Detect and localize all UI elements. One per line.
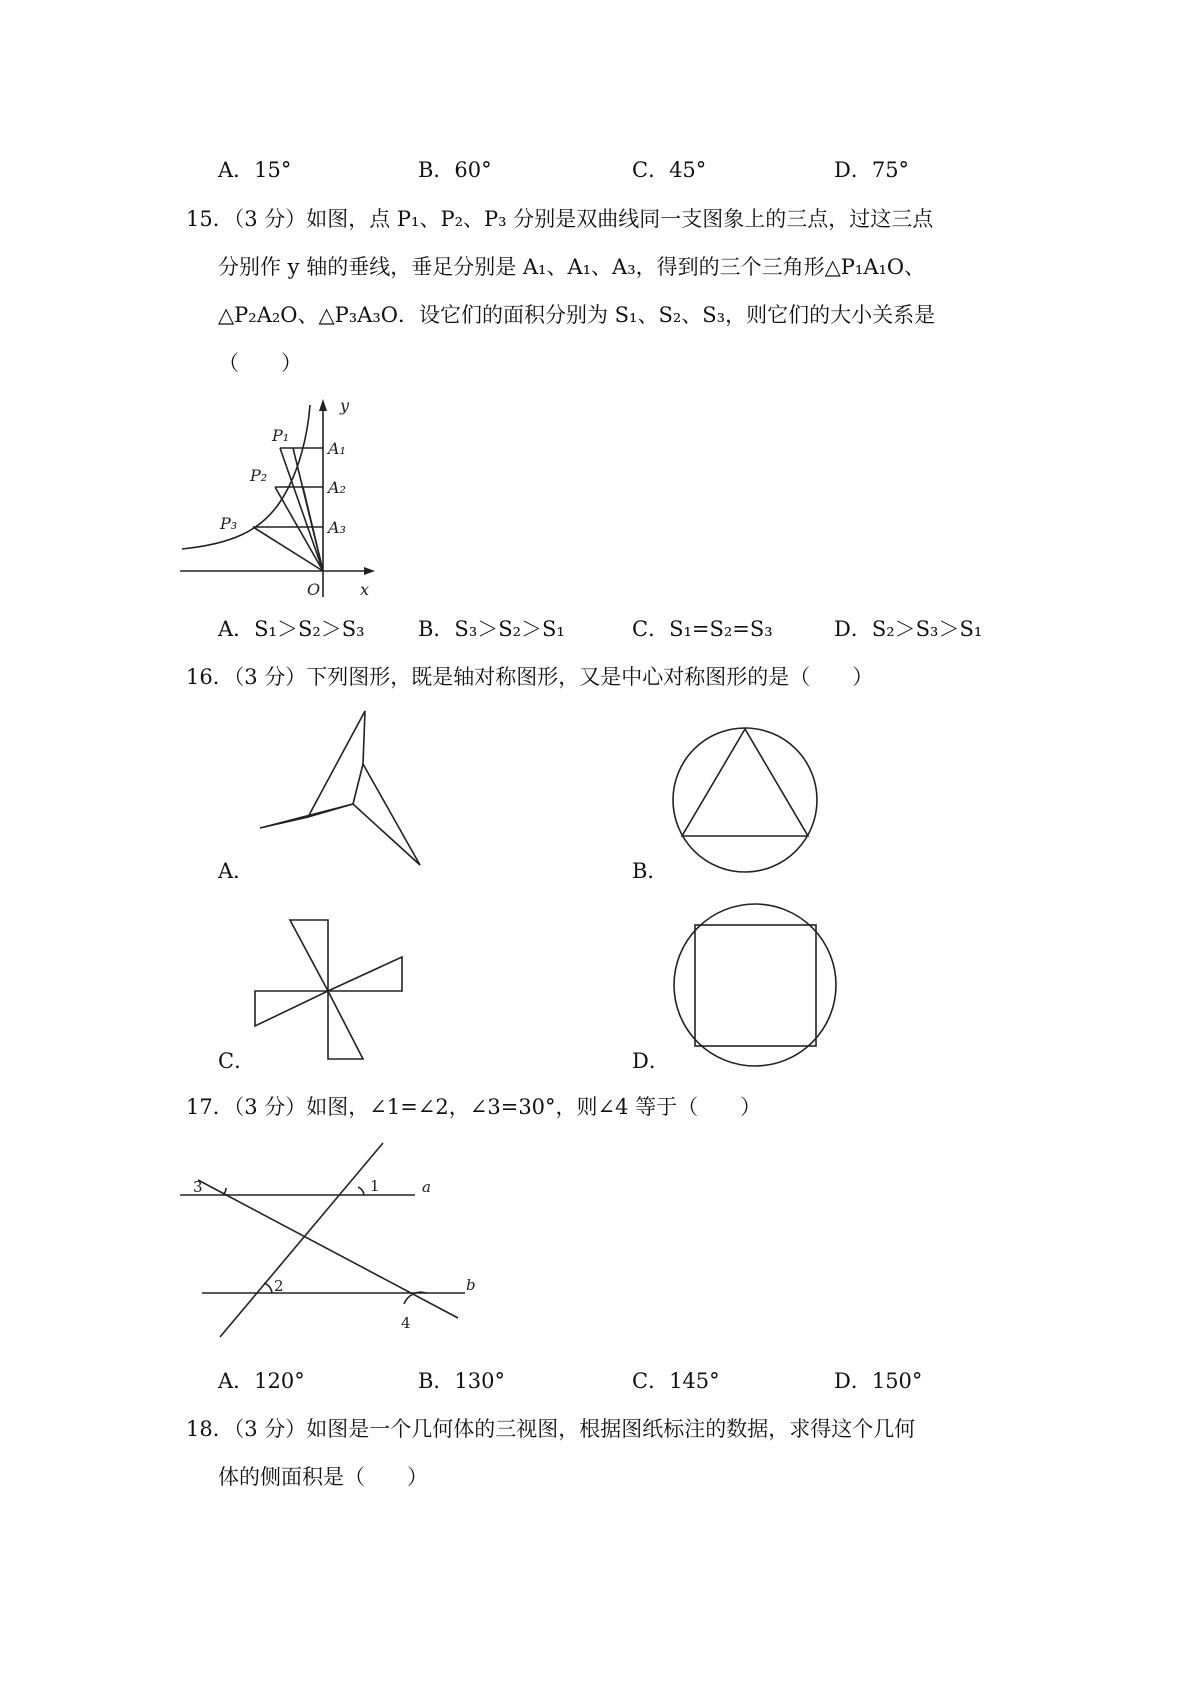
q14-option-d: D．75°: [834, 158, 910, 182]
q15-fig-origin-label: O: [307, 580, 321, 599]
q16-label-c: C．: [218, 1049, 256, 1073]
q14-option-b: B．60°: [418, 158, 492, 182]
q15-option-b: B．S₃＞S₂＞S₁: [418, 617, 565, 641]
q16-label-b: B．: [632, 859, 669, 883]
q16-figure-b: [665, 720, 825, 880]
q14-option-c: C．45°: [632, 158, 707, 182]
q15-option-c: C．S₁=S₂=S₃: [632, 617, 773, 641]
q15-hyperbola-figure: [170, 392, 390, 602]
q15-stem-line3: △P₂A₂O、△P₃A₃O．设它们的面积分别为 S₁、S₂、S₃，则它们的大小关系是: [218, 303, 936, 327]
q15-option-d: D．S₂＞S₃＞S₁: [834, 617, 983, 641]
q17-fig-angle-2: 2: [274, 1277, 284, 1295]
q17-fig-angle-4: 4: [401, 1314, 411, 1332]
q15-fig-x-label: x: [360, 580, 370, 599]
q15-fig-a3-label: A₃: [328, 518, 346, 537]
q17-fig-line-b: b: [466, 1276, 476, 1294]
q18-stem-line1: 18．（3 分）如图是一个几何体的三视图，根据图纸标注的数据，求得这个几何: [186, 1417, 916, 1441]
q17-fig-angle-1: 1: [370, 1177, 380, 1195]
q16-label-a: A．: [218, 859, 255, 883]
q16-stem-line1: 16．（3 分）下列图形，既是轴对称图形，又是中心对称图形的是（ ）: [186, 665, 874, 689]
q18-stem-line2: 体的侧面积是（ ）: [218, 1465, 428, 1489]
q17-stem-line1: 17．（3 分）如图，∠1=∠2，∠3=30°，则∠4 等于（ ）: [186, 1095, 762, 1119]
q15-fig-y-label: y: [340, 396, 350, 415]
q15-stem-line2: 分别作 y 轴的垂线，垂足分别是 A₁、A₁、A₃，得到的三个三角形△P₁A₁O、: [218, 255, 926, 279]
q17-fig-line-a: a: [422, 1178, 431, 1196]
q14-option-a: A．15°: [218, 158, 292, 182]
q17-option-a: A．120°: [218, 1369, 305, 1393]
q17-fig-angle-3: 3: [193, 1178, 203, 1196]
q16-figure-a: [250, 705, 430, 875]
q16-figure-d: [665, 895, 845, 1075]
q15-fig-a2-label: A₂: [328, 478, 346, 497]
q15-stem-line4: （ ）: [218, 351, 302, 375]
q16-label-d: D．: [632, 1049, 670, 1073]
q17-option-d: D．150°: [834, 1369, 923, 1393]
q16-figure-c: [250, 915, 410, 1065]
q15-stem-line1: 15．（3 分）如图，点 P₁、P₂、P₃ 分别是双曲线同一支图象上的三点，过这三点: [186, 207, 934, 231]
q15-fig-a1-label: A₁: [328, 439, 346, 458]
q17-parallel-lines-figure: [175, 1140, 485, 1340]
q15-fig-p2-label: P₂: [250, 466, 268, 485]
q17-option-b: B．130°: [418, 1369, 506, 1393]
q17-option-c: C．145°: [632, 1369, 720, 1393]
q15-fig-p1-label: P₁: [272, 426, 290, 445]
q15-option-a: A．S₁＞S₂＞S₃: [218, 617, 365, 641]
q15-fig-p3-label: P₃: [220, 514, 238, 533]
